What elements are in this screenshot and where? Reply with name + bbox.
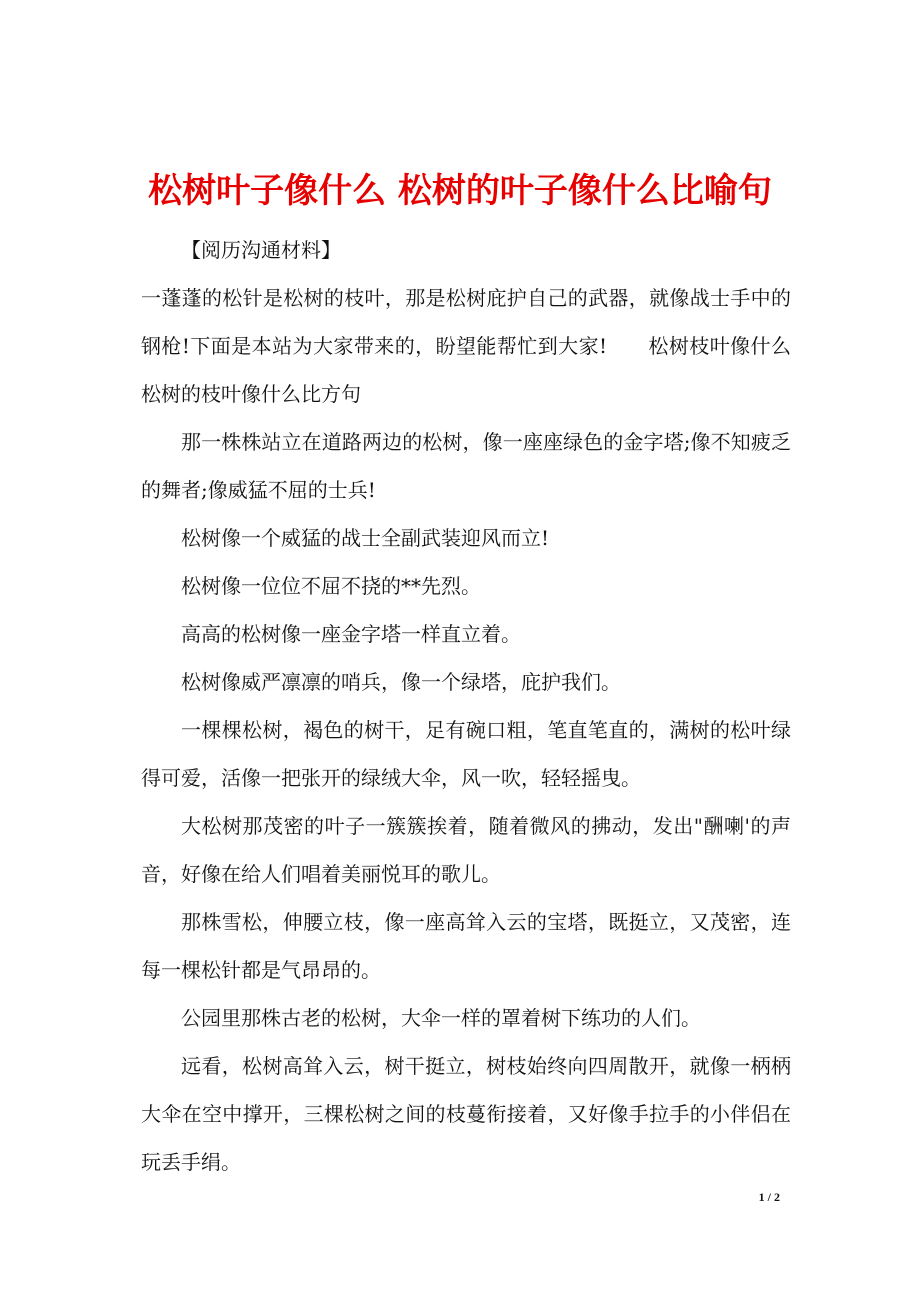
paragraph-7: 一棵棵松树，褐色的树干，足有碗口粗，笔直笔直的，满树的松叶绿得可爱，活像一把张开的绿绒大伞，风一吹，轻轻摇曳。 bbox=[141, 718, 791, 790]
paragraph-1: 一蓬蓬的松针是松树的枝叶，那是松树庇护自己的武器，就像战士手中的钢枪!下面是本站为大家带来的，盼望能帮忙到大家! 松树枝叶像什么 松树的枝叶像什么比方句 bbox=[141, 286, 791, 406]
paragraph-10: 公园里那株古老的松树，大伞一样的罩着树下练功的人们。 bbox=[181, 1006, 701, 1030]
paragraph-9: 那株雪松，伸腰立枝，像一座高耸入云的宝塔，既挺立，又茂密，连每一棵松针都是气昂昂的。 bbox=[141, 910, 791, 982]
paragraph-4: 松树像一位位不屈不挠的**先烈。 bbox=[181, 574, 481, 598]
page-number: 1 / 2 bbox=[758, 1190, 780, 1204]
document-title: 松树叶子像什么 松树的叶子像什么比喻句 bbox=[148, 170, 772, 211]
paragraph-2: 那一株株站立在道路两边的松树，像一座座绿色的金字塔;像不知疲乏的舞者;像威猛不屈的士兵! bbox=[141, 430, 791, 502]
document-body bbox=[141, 226, 791, 1186]
paragraph-6: 松树像威严凛凛的哨兵，像一个绿塔，庇护我们。 bbox=[181, 670, 621, 694]
section-heading: 【阅历沟通材料】 bbox=[181, 238, 341, 262]
paragraph-8: 大松树那茂密的叶子一簇簇挨着，随着微风的拂动，发出"酬喇'的声音，好像在给人们唱着美丽悦耳的歌儿。 bbox=[141, 814, 791, 886]
paragraph-5: 高高的松树像一座金字塔一样直立着。 bbox=[181, 622, 521, 646]
paragraph-11: 远看，松树高耸入云，树干挺立，树枝始终向四周散开，就像一柄柄大伞在空中撑开，三棵松树之间的枝蔓衔接着，又好像手拉手的小伴侣在玩丢手绢。 bbox=[141, 1054, 791, 1174]
paragraph-3: 松树像一个威猛的战士全副武装迎风而立! bbox=[181, 526, 550, 550]
